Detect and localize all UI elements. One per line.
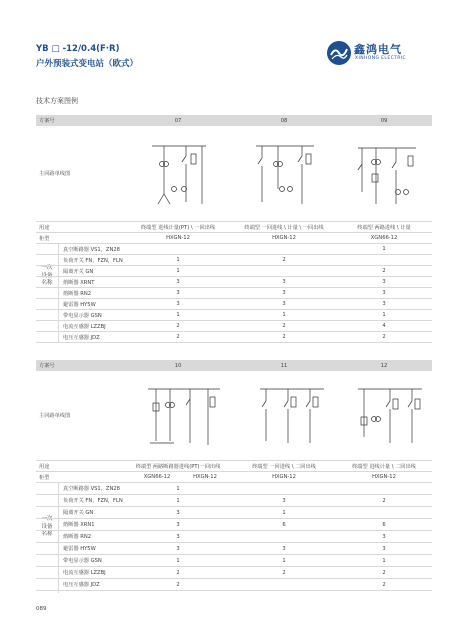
scheme-number: 11 [280,362,288,369]
type-value: XGN66-12 [143,474,171,480]
equipment-qty: 3 [282,545,286,552]
diagram-row [36,126,432,222]
equipment-row [36,255,432,266]
purpose-value: 终端型 一回进线 \ 二回出线 [252,463,316,470]
logo-mark-icon [326,40,352,66]
single-line-diagram [256,377,328,455]
equipment-qty: 1 [176,497,180,504]
purpose-label: 用途 [39,224,50,231]
logo-text-en: XINHONG ELECTRIC [355,56,407,61]
diagram-label: 主回路单线图 [39,413,71,419]
scheme-number: 10 [174,362,182,369]
equipment-qty: 6 [382,521,386,528]
equipment-name: 带电显示器 GSN [63,558,102,564]
table-header-row [36,115,432,126]
equipment-name: 熔断器 XRN1 [63,522,95,528]
equipment-name: 电压互感器 JDZ [63,582,100,588]
equipment-name: 隔离开关 GN [63,268,94,275]
equipment-qty [128,244,228,254]
equipment-qty [232,244,336,254]
equipment-qty: 1 [282,557,286,564]
equipment-name: 隔离开关 GN [63,510,94,516]
equipment-qty: 3 [282,497,286,504]
product-name: 户外预装式变电站（欧式） [36,59,139,69]
equipment-name: 负荷开关 FN，FZN，FLN [63,498,123,504]
purpose-label: 用途 [39,463,50,470]
equipment-qty [336,507,432,518]
type-row [36,472,432,483]
equipment-row [36,332,432,343]
equipment-name: 负荷开关 FN，FZN，FLN [63,257,123,264]
single-line-diagram [354,377,426,455]
equipment-name: 避雷器 HY5W [63,301,96,308]
equipment-qty [232,579,336,590]
equipment-row [36,244,432,255]
equipment-row [36,579,432,591]
equipment-qty: 4 [382,323,386,329]
equipment-name: 避雷器 HY5W [63,546,96,552]
equipment-name: 电流互感器 LZZBJ [63,570,106,576]
equipment-qty: 1 [176,312,180,318]
equipment-qty: 3 [382,279,386,285]
equipment-row [36,483,432,495]
equipment-row [36,266,432,277]
company-logo [326,40,436,68]
logo-text-cn: 鑫鸿电气 [354,43,402,56]
equipment-qty: 3 [176,545,180,552]
equipment-qty: 3 [382,301,386,307]
equipment-name: 熔断器 RN2 [63,534,91,540]
equipment-qty: 2 [382,569,386,576]
page-header [0,0,468,78]
type-value: XGN66-12 [370,235,398,241]
equipment-name: 熔断器 XRNT [63,279,95,286]
equipment-qty: 3 [176,301,180,307]
equipment-qty: 3 [176,533,180,540]
equipment-name: 电压互感器 JDZ [63,334,100,341]
equipment-qty [336,255,432,265]
equipment-qty: 2 [382,268,386,274]
diagram-row [36,371,432,461]
type-label: 柜型 [39,474,50,481]
equipment-qty: 2 [176,569,180,576]
equipment-row [36,495,432,507]
equipment-row [36,543,432,555]
equipment-qty: 3 [176,509,180,516]
scheme-number: 07 [174,117,182,124]
equipment-qty: 1 [382,312,386,318]
equipment-qty: 3 [176,521,180,528]
equipment-qty: 2 [382,581,386,588]
equipment-row [36,567,432,579]
equipment-name: 熔断器 RN2 [63,290,91,297]
equipment-qty: 3 [382,545,386,552]
purpose-row [36,222,432,233]
equipment-qty: 2 [282,323,286,329]
equipment-qty: 3 [382,290,386,296]
equipment-qty: 1 [176,557,180,564]
table-header-row [36,360,432,371]
equipment-qty: 1 [176,268,180,274]
equipment-row [36,299,432,310]
equipment-name: 真空断路器 VS1，ZN28 [63,246,120,253]
equipment-row [36,507,432,519]
equipment-qty: 2 [176,334,180,340]
equipment-qty: 1 [176,257,180,263]
equipment-qty: 3 [176,290,180,296]
purpose-value: 终端型 两路进线 \ 计量 [357,224,411,231]
equipment-qty: 6 [282,521,286,528]
scheme-number: 12 [380,362,388,369]
type-value: HXGN-12 [272,474,296,480]
single-line-diagram [352,134,422,214]
equipment-qty: 1 [382,246,386,252]
equipment-qty: 3 [282,301,286,307]
equipment-qty: 2 [382,497,386,504]
equipment-row [36,288,432,299]
scheme-number: 08 [280,117,288,124]
equipment-name: 真空断路器 VS1，ZN28 [63,486,120,492]
equipment-qty: 3 [282,290,286,296]
purpose-value: 终端型 两路断路器进线(PT)一回出线 [135,463,221,470]
equipment-qty: 2 [282,334,286,340]
equipment-qty: 1 [282,312,286,318]
scheme-number: 09 [380,117,388,124]
equipment-qty: 2 [176,323,180,329]
equipment-qty: 3 [176,279,180,285]
equipment-qty: 3 [382,533,386,540]
page-number: 089 [36,606,47,612]
equipment-qty [232,531,336,542]
scheme-label: 方案号 [39,118,55,124]
single-line-diagram [144,377,224,455]
purpose-row [36,461,432,472]
purpose-value: 终端型 进线计量 \ 二回出线 [352,463,416,470]
equipment-qty: 2 [282,569,286,576]
equipment-row [36,519,432,531]
type-value: HXGN-12 [272,235,296,241]
equipment-qty: 1 [382,557,386,564]
equipment-row [36,321,432,332]
equipment-group-label: 一次设备名称 [41,516,53,538]
purpose-value: 终端型 一回进线 \ 计量 \ 一回出线 [244,224,324,231]
scheme-label: 方案号 [39,363,55,369]
single-line-diagram [250,134,320,214]
equipment-row [36,277,432,288]
equipment-qty [232,266,336,276]
equipment-name: 带电显示器 GSN [63,312,102,319]
equipment-qty [232,483,336,494]
type-label: 柜型 [39,235,50,242]
diagram-label: 主回路单线图 [39,171,71,177]
single-line-diagram [144,134,214,214]
purpose-value: 终端型 进线计量(PT) \ 一回出线 [140,224,216,231]
product-model: YB □ -12/0.4(F·R) [36,44,120,54]
equipment-qty: 3 [282,279,286,285]
equipment-qty: 2 [176,581,180,588]
equipment-name: 电流互感器 LZZBJ [63,323,106,330]
type-value: HXGN-12 [193,474,217,480]
equipment-qty: 2 [382,334,386,340]
equipment-qty: 1 [282,509,286,516]
type-row [36,233,432,244]
equipment-row [36,310,432,321]
equipment-qty: 2 [282,257,286,263]
equipment-qty: 1 [176,485,180,492]
section-title: 技术方案图例 [36,97,78,105]
type-value: HXGN-12 [166,235,190,241]
equipment-row [36,531,432,543]
equipment-group-label: 一次设备名称 [41,265,53,287]
equipment-row [36,555,432,567]
equipment-qty [336,483,432,494]
type-value: HXGN-12 [372,474,396,480]
